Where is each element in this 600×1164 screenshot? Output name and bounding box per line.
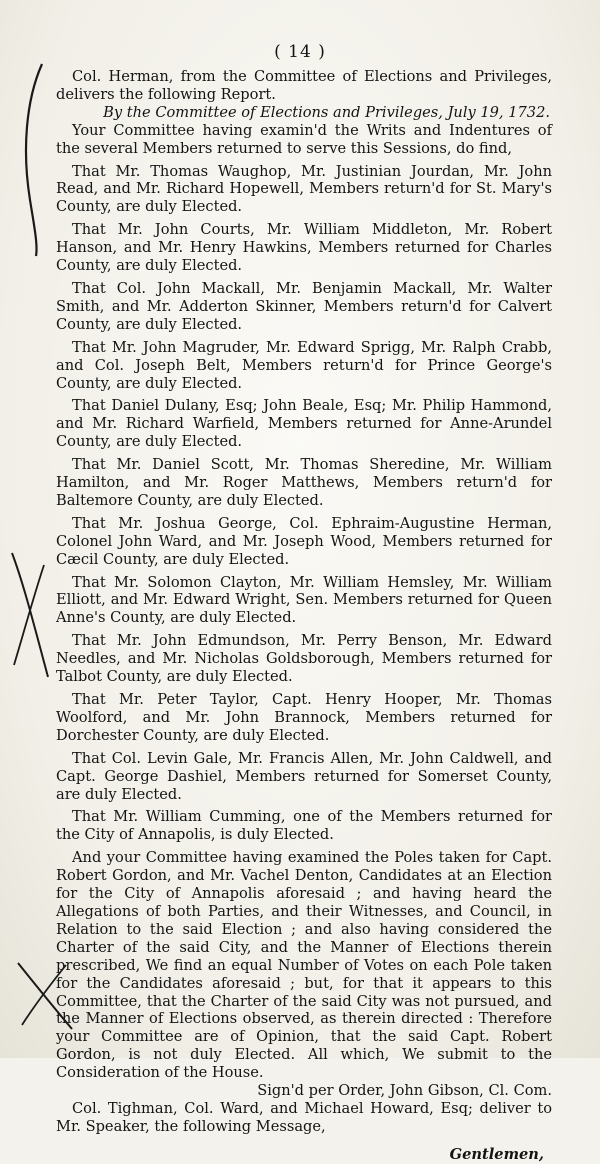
election-paragraph: That Mr. Peter Taylor, Capt. Henry Hooper, Mr. Thomas Woolford, and Mr. John Brannock, Members returned for Dorchester County, are duly Elected. <box>56 691 552 744</box>
report-intro: Col. Herman, from the Committee of Elections and Privileges, delivers the following Report. <box>56 68 552 103</box>
annapolis-finding: And your Committee having examined the Poles taken for Capt. Robert Gordon, and Mr. Vachel Denton, Candidates at an Election for the City of Annapolis aforesaid ; and having heard the Allegations of both Parties, and their Witnesses, and Council, in Relation to the said Election ; and also having considered the Charter of the said City, and the Manner of Elections therein prescribed, We find an equal Number of Votes on each Pole taken for the Candidates aforesaid ; but, for that it appears to this Committee, that the Charter of the said City was not pursued, and the Manner of Elections observed, as therein directed : Therefore your Committee are of Opinion, that the said Capt. Robert Gordon, is not duly Elected. All which, We submit to the Consideration of the House. <box>56 849 552 1082</box>
election-paragraph: That Mr. John Edmundson, Mr. Perry Benson, Mr. Edward Needles, and Mr. Nicholas Goldsborough, Members returned for Talbot County, are duly Elected. <box>56 632 552 686</box>
committee-statement: Your Committee having examin'd the Writs and Indentures of the several Members returned to serve this Sessions, do find, <box>56 121 552 157</box>
salutation: Gentlemen, <box>449 1145 544 1163</box>
signature-line: Sign'd per Order, John Gibson, Cl. Com. <box>257 1082 552 1100</box>
election-paragraph: That Col. Levin Gale, Mr. Francis Allen, Mr. John Caldwell, and Capt. George Dashiel, Members returned for Somerset County, are duly Elected. <box>56 749 552 803</box>
page-number: ( 14 ) <box>274 42 326 62</box>
election-paragraph: That Mr. John Courts, Mr. William Middleton, Mr. Robert Hanson, and Mr. Henry Hawkins, Members returned for Charles County, are duly Elected. <box>56 221 552 275</box>
election-paragraph: That Mr. Daniel Scott, Mr. Thomas Sheredine, Mr. William Hamilton, and Mr. Roger Matthews, Members return'd for Baltemore County, are duly Elected. <box>56 456 552 509</box>
margin-cross-mark <box>10 955 80 1035</box>
report-heading: By the Committee of Elections and Privileges, July 19, 1732. <box>103 103 550 121</box>
margin-cross-mark <box>4 545 54 685</box>
message-intro: Col. Tighman, Col. Ward, and Michael Howard, Esq; deliver to Mr. Speaker, the following Message, <box>56 1099 552 1135</box>
election-paragraph: That Mr. William Cumming, one of the Members returned for the City of Annapolis, is duly Elected. <box>56 808 552 844</box>
document-body <box>56 68 552 1164</box>
margin-bracket-mark <box>12 60 52 260</box>
election-paragraph: That Mr. Joshua George, Col. Ephraim-Augustine Herman, Colonel John Ward, and Mr. Joseph Wood, Members returned for Cæcil County, are duly Elected. <box>56 514 552 568</box>
election-paragraph: That Col. John Mackall, Mr. Benjamin Mackall, Mr. Walter Smith, and Mr. Adderton Skinner, Members return'd for Calvert County, are duly Elected. <box>56 279 552 333</box>
election-paragraph: That Mr. Solomon Clayton, Mr. William Hemsley, Mr. William Elliott, and Mr. Edward Wright, Sen. Members returned for Queen Anne's County, are duly Elected. <box>56 573 552 627</box>
election-paragraph: That Daniel Dulany, Esq; John Beale, Esq; Mr. Philip Hammond, and Mr. Richard Warfield, Members returned for Anne-Arundel County, are duly Elected. <box>56 397 552 451</box>
election-paragraph: That Mr. John Magruder, Mr. Edward Sprigg, Mr. Ralph Crabb, and Col. Joseph Belt, Members return'd for Prince George's County, are duly Elected. <box>56 338 552 392</box>
election-paragraph: That Mr. Thomas Waughop, Mr. Justinian Jourdan, Mr. John Read, and Mr. Richard Hopewell, Members return'd for St. Mary's County, are duly Elected. <box>56 162 552 216</box>
